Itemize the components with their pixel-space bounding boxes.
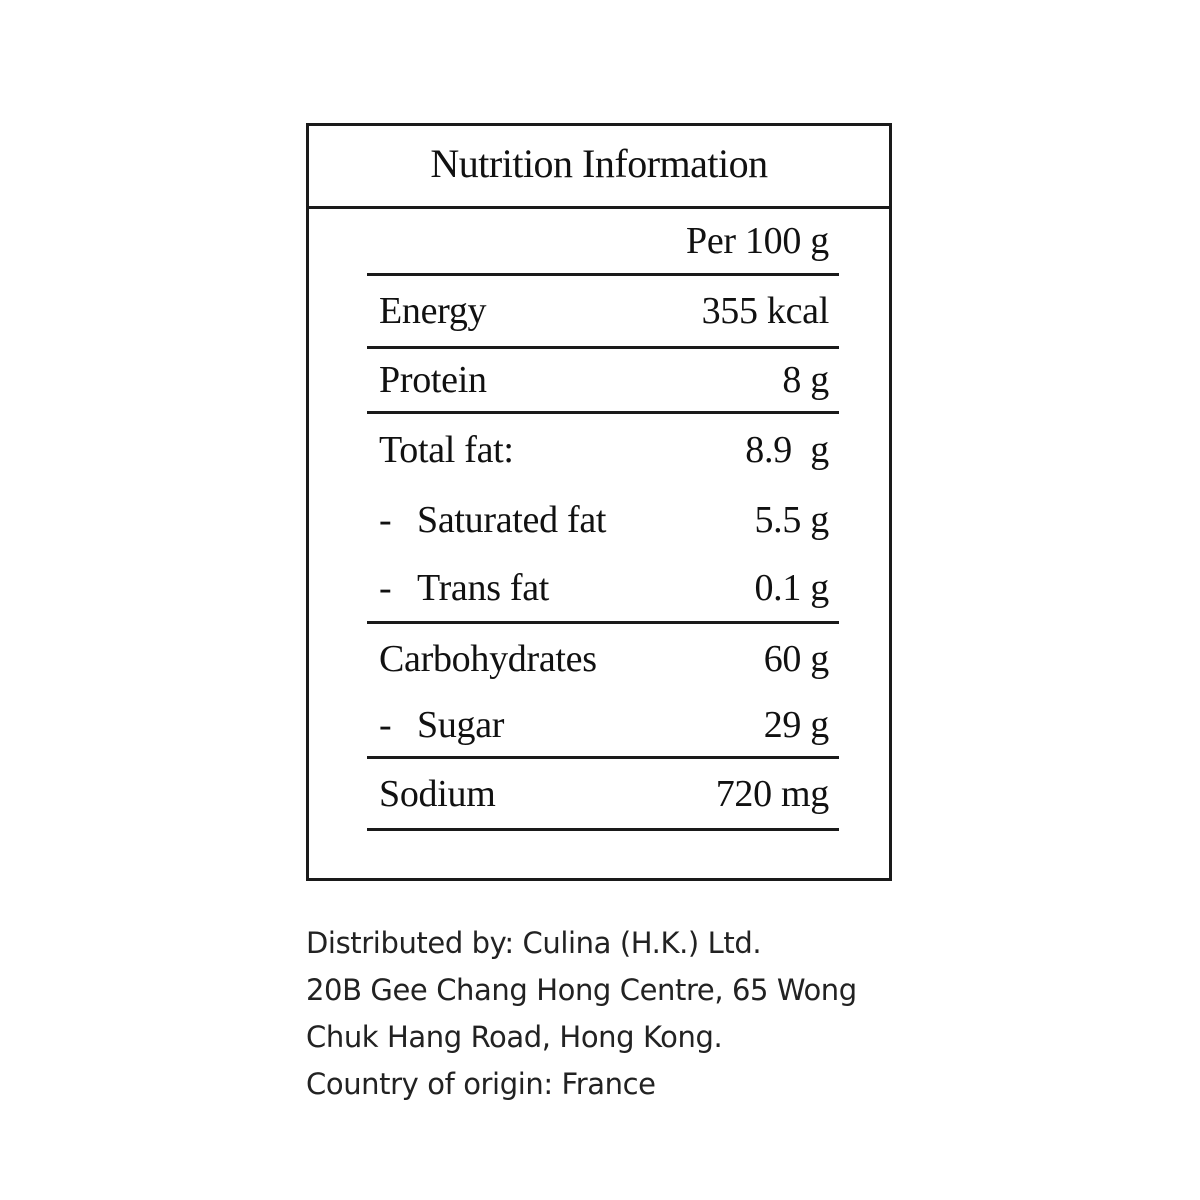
nutrient-name-energy: Energy (379, 290, 487, 332)
nutrient-sub-saturated-fat (379, 498, 606, 542)
table-row (367, 694, 839, 759)
nutrient-name-sodium: Sodium (379, 772, 496, 815)
table-row (367, 276, 839, 349)
label-title: Nutrition Information (309, 126, 889, 209)
sub-item-dash: - (379, 704, 392, 746)
nutrient-name-protein: Protein (379, 359, 487, 401)
per-100g-header: Per 100 g (686, 220, 829, 262)
country-of-origin: Country of origin: France (306, 1067, 656, 1101)
address-line: 20B Gee Chang Hong Centre, 65 Wong (306, 973, 857, 1007)
nutrient-value-saturated-fat: 5.5 g (754, 499, 829, 541)
table-row (367, 486, 839, 554)
nutrient-value-trans-fat: 0.1 g (754, 566, 829, 609)
nutrition-table (367, 209, 839, 831)
nutrient-name-saturated-fat: Saturated fat (417, 499, 607, 541)
address-line: Chuk Hang Road, Hong Kong. (306, 1020, 723, 1054)
nutrient-value-protein: 8 g (782, 359, 829, 401)
table-row (367, 554, 839, 624)
table-row (367, 349, 839, 414)
nutrient-name-sugar: Sugar (417, 704, 505, 746)
nutrient-value-sugar: 29 g (763, 704, 829, 746)
table-row (367, 759, 839, 831)
nutrient-name-total-fat: Total fat: (379, 429, 514, 471)
per-100g-header-row (367, 209, 839, 276)
distributor-line: Distributed by: Culina (H.K.) Ltd. (306, 926, 762, 960)
distributor-info (306, 920, 946, 1108)
nutrient-sub-sugar (379, 703, 504, 747)
nutrient-name-carbohydrates: Carbohydrates (379, 638, 597, 680)
nutrient-sub-trans-fat (379, 566, 549, 610)
nutrient-value-energy: 355 kcal (701, 290, 829, 332)
nutrient-value-carbohydrates: 60 g (763, 638, 829, 680)
sub-item-dash: - (379, 499, 392, 541)
table-row (367, 624, 839, 694)
nutrient-name-trans-fat: Trans fat (417, 566, 550, 609)
nutrition-label (306, 123, 892, 881)
table-row (367, 414, 839, 486)
sub-item-dash: - (379, 566, 392, 609)
nutrient-value-total-fat: 8.9 g (745, 429, 829, 471)
nutrient-value-sodium: 720 mg (715, 772, 829, 815)
